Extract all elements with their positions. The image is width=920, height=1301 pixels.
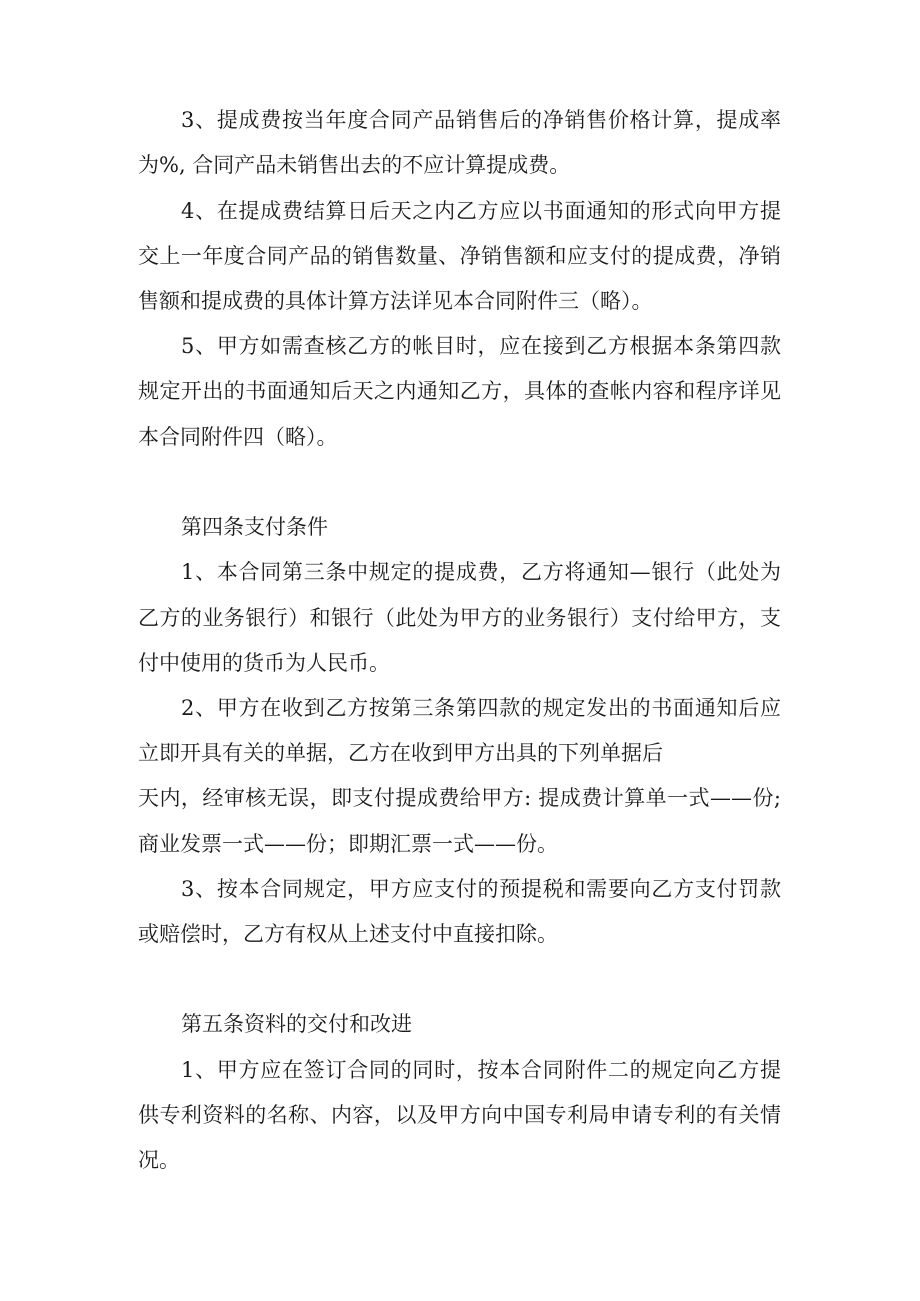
clause-5-line-1: 5、甲方如需查核乙方的帐目时，应在接到乙方根据本条第四款	[181, 334, 781, 358]
article-5-heading: 第五条资料的交付和改进	[181, 1012, 412, 1036]
art5-clause-1-line-1: 1、甲方应在签订合同的同时，按本合同附件二的规定向乙方提	[181, 1058, 781, 1082]
clause-5-line-2: 规定开出的书面通知后天之内通知乙方，具体的查帐内容和程序详见	[138, 379, 781, 403]
clause-4-line-1: 4、在提成费结算日后天之内乙方应以书面通知的形式向甲方提	[181, 199, 781, 223]
art4-clause-2-line-4: 商业发票一式——份；即期汇票一式——份。	[138, 832, 558, 856]
article-4-heading: 第四条支付条件	[181, 515, 328, 539]
art5-clause-1-line-3: 况。	[138, 1148, 180, 1172]
clause-4-line-3: 售额和提成费的具体计算方法详见本合同附件三（略）。	[138, 289, 653, 313]
clause-3-line-1: 3、提成费按当年度合同产品销售后的净销售价格计算，提成率	[181, 108, 781, 132]
art4-clause-1-line-1: 1、本合同第三条中规定的提成费，乙方将通知—银行（此处为	[181, 560, 781, 584]
clause-5-line-3: 本合同附件四（略）。	[138, 425, 338, 449]
art4-clause-1-line-3: 付中使用的货币为人民币。	[138, 651, 390, 675]
clause-3-line-2: 为%, 合同产品未销售出去的不应计算提成费。	[138, 153, 571, 177]
art5-clause-1-line-2: 供专利资料的名称、内容，以及甲方向中国专利局申请专利的有关情	[138, 1103, 781, 1127]
art4-clause-3-line-1: 3、按本合同规定，甲方应支付的预提税和需要向乙方支付罚款	[181, 877, 781, 901]
art4-clause-1-line-2: 乙方的业务银行）和银行（此处为甲方的业务银行）支付给甲方，支	[138, 606, 781, 630]
art4-clause-2-line-2: 立即开具有关的单据，乙方在收到甲方出具的下列单据后	[138, 741, 663, 765]
art4-clause-2-line-3: 天内，经审核无误，即支付提成费给甲方: 提成费计算单一式——份;	[138, 786, 781, 810]
clause-4-line-2: 交上一年度合同产品的销售数量、净销售额和应支付的提成费，净销	[138, 244, 781, 268]
art4-clause-2-line-1: 2、甲方在收到乙方按第三条第四款的规定发出的书面通知后应	[181, 696, 781, 720]
art4-clause-3-line-2: 或赔偿时，乙方有权从上述支付中直接扣除。	[138, 922, 558, 946]
